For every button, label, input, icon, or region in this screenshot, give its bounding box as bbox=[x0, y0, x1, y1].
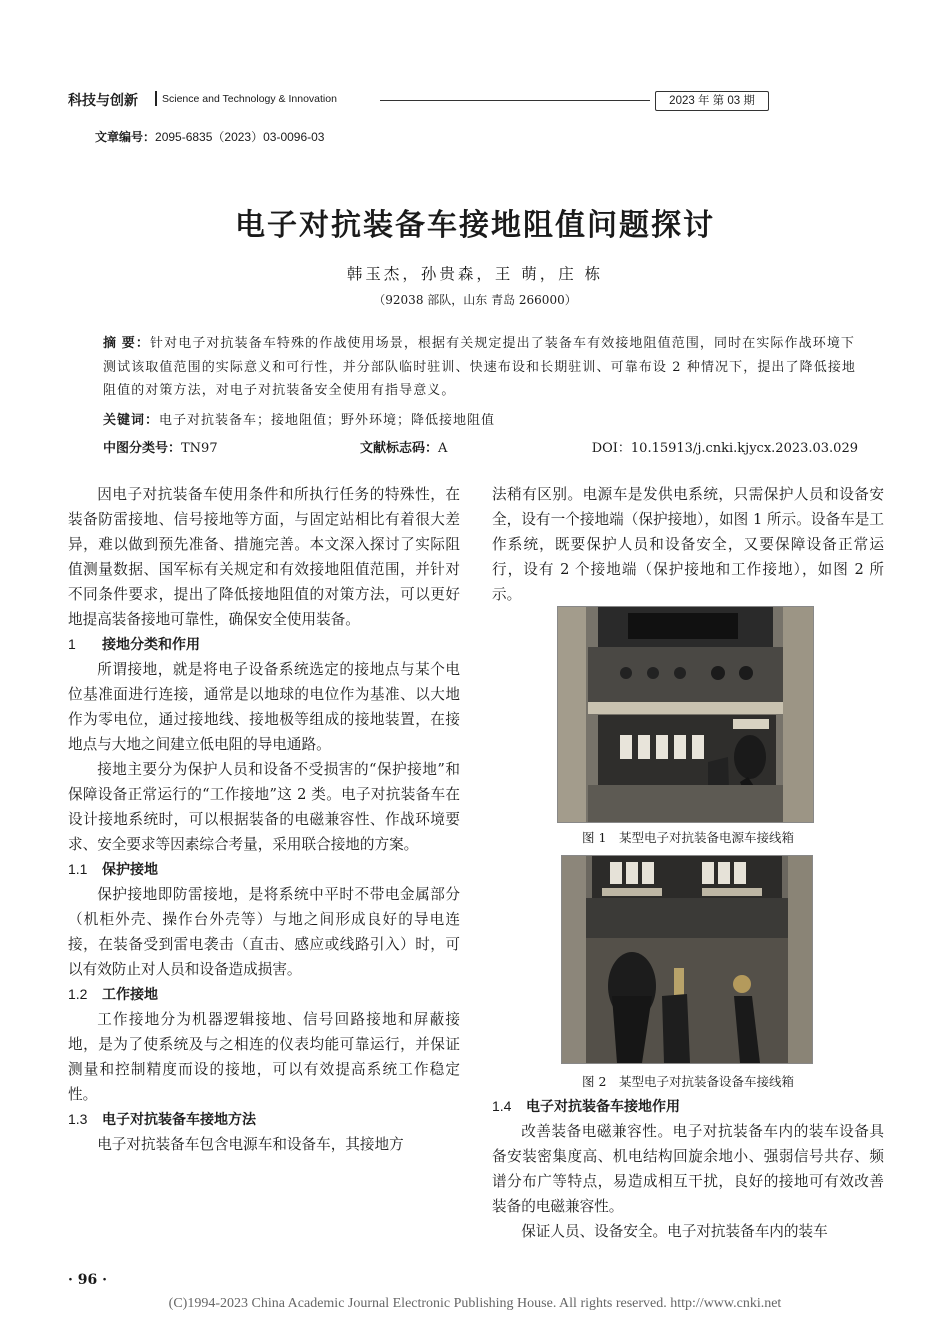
journal-name-en: Science and Technology & Innovation bbox=[162, 93, 337, 105]
affiliation: （92038 部队，山东 青岛 266000） bbox=[373, 293, 577, 307]
section-1-3-heading bbox=[68, 1107, 460, 1132]
left-column bbox=[68, 482, 460, 1157]
doi-label: DOI： bbox=[591, 441, 631, 456]
section-1-1-heading bbox=[68, 857, 460, 882]
header-separator bbox=[155, 91, 157, 106]
paper-title: 电子对抗装备车接地阻值问题探讨 bbox=[235, 209, 715, 242]
section-1-3-title: 电子对抗装备车接地方法 bbox=[102, 1111, 256, 1127]
figure-1-photo bbox=[557, 606, 814, 823]
section-1-4-paragraph-2: 保证人员、设备安全。电子对抗装备车内的装车 bbox=[521, 1223, 828, 1240]
abstract-label: 摘 要： bbox=[103, 335, 151, 350]
section-1-4-title: 电子对抗装备车接地作用 bbox=[526, 1098, 680, 1114]
section-1-3-number: 1.3 bbox=[68, 1111, 88, 1127]
clc-value: TN97 bbox=[181, 441, 218, 456]
intro-paragraph: 因电子对抗装备车使用条件和所执行任务的特殊性，在装备防雷接地、信号接地等方面，与固定站相比有着很大差异，难以做到预先准备、措施完善。本文深入探讨了实际阻值测量数据、国军标有关规定和有效接地阻值范围，并针对不同条件要求，提出了降低接地阻值的对策方法，可以更好地提高装备接地可靠性，确保安全使用装备。 bbox=[68, 486, 460, 628]
section-1-1-title: 保护接地 bbox=[102, 861, 158, 877]
section-1-4-heading bbox=[492, 1094, 884, 1119]
section-1-number: 1 bbox=[68, 636, 76, 652]
doi bbox=[592, 437, 858, 456]
section-1-paragraph-1: 所谓接地，就是将电子设备系统选定的接地点与某个电位基准面进行连接，通常是以地球的电位作为基准、以大地作为零电位，通过接地线、接地极等组成的接地装置，在接地点与大地之间建立低电阻的导电通路。 bbox=[68, 661, 460, 753]
abstract-text: 针对电子对抗装备车特殊的作战使用场景，根据有关规定提出了装备车有效接地阻值范围，同时在实际作战环境下测试该取值范围的实际意义和可行性，并分部队临时驻训、快速布设和长期驻训、可靠布设 2 种情况下，提出了降低接地阻值的对策方法，对电子对抗装备安全使用有指导意义。 bbox=[103, 336, 857, 398]
clc-code bbox=[103, 437, 218, 456]
journal-name-cn: 科技与创新 bbox=[68, 92, 138, 108]
clc-label: 中图分类号： bbox=[103, 440, 182, 455]
section-1-4-number: 1.4 bbox=[492, 1098, 512, 1114]
header-rule bbox=[380, 100, 650, 101]
article-number bbox=[95, 128, 324, 145]
equipment-vehicle-junction-box-image bbox=[562, 856, 812, 1063]
section-1-3-paragraph: 电子对抗装备车包含电源车和设备车，其接地方 bbox=[97, 1136, 404, 1153]
abstract bbox=[103, 331, 858, 403]
right-column-bottom bbox=[492, 1094, 884, 1244]
section-1-1-paragraph: 保护接地即防雷接地，是将系统中平时不带电金属部分（机柜外壳、操作台外壳等）与地之间形成良好的导电连接，在装备受到雷电袭击（直击、感应或线路引入）时，可以有效防止对人员和设备造成损害。 bbox=[68, 886, 460, 978]
doc-code-value: A bbox=[438, 441, 448, 456]
section-1-2-number: 1.2 bbox=[68, 986, 88, 1002]
section-1-2-title: 工作接地 bbox=[102, 986, 158, 1002]
figure-1-caption: 图 1 某型电子对抗装备电源车接线箱 bbox=[582, 830, 794, 845]
classification-line bbox=[103, 437, 858, 455]
figure-2-caption: 图 2 某型电子对抗装备设备车接线箱 bbox=[582, 1074, 794, 1089]
issue-badge: 2023 年 第 03 期 bbox=[655, 91, 769, 111]
author-list: 韩玉杰，孙贵森，王 萌，庄 栋 bbox=[346, 265, 604, 283]
doc-code-label: 文献标志码： bbox=[360, 440, 439, 455]
right-column-top bbox=[492, 482, 884, 607]
section-1-1-number: 1.1 bbox=[68, 861, 88, 877]
document-code bbox=[360, 437, 447, 456]
section-1-title: 接地分类和作用 bbox=[102, 636, 200, 652]
section-1-2-paragraph: 工作接地分为机器逻辑接地、信号回路接地和屏蔽接地，是为了使系统及与之相连的仪表均能可靠运行，并保证测量和控制精度而设的接地，可以有效提高系统工作稳定性。 bbox=[68, 1011, 460, 1103]
doi-link[interactable]: 10.15913/j.cnki.kjycx.2023.03.029 bbox=[630, 441, 858, 456]
keywords bbox=[103, 409, 858, 428]
keywords-text: 电子对抗装备车；接地阻值；野外环境；降低接地阻值 bbox=[159, 413, 496, 428]
section-1-heading bbox=[68, 632, 460, 657]
section-1-paragraph-2: 接地主要分为保护人员和设备不受损害的“保护接地”和保障设备正常运行的“工作接地”这 2 类。电子对抗装备车在设计接地系统时，可以根据装备的电磁兼容性、作战环境要求、安全要求等因素综合考量，采用联合接地的方案。 bbox=[68, 761, 460, 853]
keywords-label: 关键词： bbox=[103, 412, 160, 427]
section-1-2-heading bbox=[68, 982, 460, 1007]
article-number-label: 文章编号： bbox=[95, 130, 156, 144]
figure-2-photo bbox=[561, 855, 813, 1064]
section-1-4-paragraph-1: 改善装备电磁兼容性。电子对抗装备车内的装车设备具备安装密集度高、机电结构回旋余地小、强弱信号共存、频谱分布广等特点，易造成相互干扰，良好的接地可有效改善装备的电磁兼容性。 bbox=[492, 1123, 884, 1215]
page-number: · 96 · bbox=[68, 1272, 107, 1288]
power-vehicle-junction-box-image bbox=[558, 607, 813, 822]
article-number-value: 2095-6835（2023）03-0096-03 bbox=[155, 130, 325, 144]
section-1-3-continuation: 法稍有区别。电源车是发供电系统，只需保护人员和设备安全，设有一个接地端（保护接地），如图 1 所示。设备车是工作系统，既要保护人员和设备安全，又要保障设备正常运行，设有 2 个接地端（保护接地和工作接地），如图 2 所示。 bbox=[492, 486, 884, 603]
copyright-footer: (C)1994-2023 China Academic Journal Electronic Publishing House. All rights reserved. http://www.cnki.net bbox=[168, 1296, 782, 1311]
